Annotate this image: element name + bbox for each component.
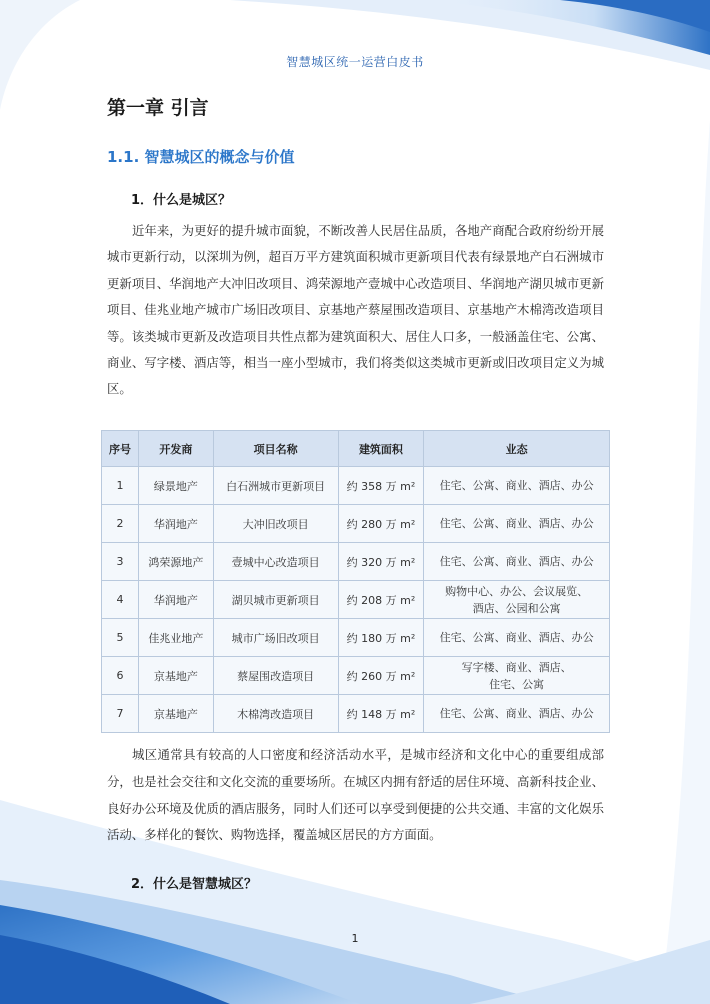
subsection-title-2: 2．什么是智慧城区？ [131, 877, 258, 892]
cell-area: 约 280 万 m² [338, 505, 424, 543]
formats-line: 住宅、公寓、商业、酒店、办公 [439, 707, 594, 720]
table-row [102, 467, 610, 505]
cell-developer: 佳兆业地产 [138, 619, 213, 657]
cell-project: 蔡屋围改造项目 [213, 657, 338, 695]
cell-developer: 京基地产 [138, 695, 213, 733]
cell-project: 城市广场旧改项目 [213, 619, 338, 657]
header-cell-number: 序号 [102, 431, 139, 467]
cell-developer: 华润地产 [138, 581, 213, 619]
table-row [102, 581, 610, 619]
cell-developer: 华润地产 [138, 505, 213, 543]
formats-line: 住宅、公寓 [489, 677, 545, 691]
cell-area: 约 358 万 m² [338, 467, 424, 505]
city-district-paragraph: 城区通常具有较高的人口密度和经济活动水平，是城市经济和文化中心的重要组成部分，也是社会交往和文化交流的重要场所。在城区内拥有舒适的居住环境、高新科技企业、良好办公环境及优质的酒店服务，同时人们还可以享受到便捷的公共交通、丰富的文化娱乐活动、多样化的餐饮、购物选择，覆盖城区居民的方方面面。 [107, 747, 604, 843]
formats-line: 住宅、公寓、商业、酒店、办公 [439, 479, 594, 492]
header-cell-project: 项目名称 [213, 431, 338, 467]
formats-line: 住宅、公寓、商业、酒店、办公 [439, 517, 594, 530]
table-row [102, 619, 610, 657]
header-cell-formats: 业态 [424, 431, 610, 467]
cell-number: 1 [102, 467, 139, 505]
subsection-title-1: 1．什么是城区？ [131, 193, 232, 208]
formats-line: 写字楼、商业、酒店、 [461, 660, 572, 674]
intro-paragraph: 近年来，为更好的提升城市面貌，不断改善人民居住品质，各地产商配合政府纷纷开展城市更新行动，以深圳为例，超百万平方建筑面积城市更新项目代表有绿景地产白石洲城市更新项目、华润地产大冲旧改项目、鸿荣源地产壹城中心改造项目、华润地产湖贝城市更新项目、佳兆业地产城市广场旧改项目、京基地产蔡屋围改造项目、京基地产木棉湾改造项目等。该类城市更新及改造项目共性点都为建筑面积大、居住人口多，一般涵盖住宅、公寓、商业、写字楼、酒店等，相当一座小型城市，我们将类似这类城市更新或旧改项目定义为城区。 [107, 223, 604, 397]
cell-project: 白石洲城市更新项目 [213, 467, 338, 505]
cell-number: 7 [102, 695, 139, 733]
table-row [102, 505, 610, 543]
cell-developer: 鸿荣源地产 [138, 543, 213, 581]
formats-line: 住宅、公寓、商业、酒店、办公 [439, 555, 594, 568]
cell-formats [424, 543, 610, 581]
table-row [102, 695, 610, 733]
header-cell-area: 建筑面积 [338, 431, 424, 467]
running-header: 智慧城区统一运营白皮书 [286, 55, 424, 69]
table-row [102, 543, 610, 581]
page-number: 1 [351, 932, 359, 945]
cell-project: 湖贝城市更新项目 [213, 581, 338, 619]
cell-formats [424, 619, 610, 657]
cell-project: 大冲旧改项目 [213, 505, 338, 543]
cell-area: 约 180 万 m² [338, 619, 424, 657]
header-cell-developer: 开发商 [138, 431, 213, 467]
cell-number: 6 [102, 657, 139, 695]
cell-project: 壹城中心改造项目 [213, 543, 338, 581]
cell-formats [424, 505, 610, 543]
cell-number: 3 [102, 543, 139, 581]
section-title: 1.1. 智慧城区的概念与价值 [107, 148, 295, 166]
formats-line: 购物中心、办公、会议展览、 [445, 584, 589, 598]
cell-area: 约 208 万 m² [338, 581, 424, 619]
cell-formats [424, 657, 610, 695]
cell-formats [424, 695, 610, 733]
chapter-title: 第一章 引言 [107, 97, 209, 119]
cell-number: 4 [102, 581, 139, 619]
developer-projects-table [101, 430, 610, 733]
formats-line: 住宅、公寓、商业、酒店、办公 [439, 631, 594, 644]
cell-number: 2 [102, 505, 139, 543]
cell-area: 约 320 万 m² [338, 543, 424, 581]
cell-formats [424, 581, 610, 619]
cell-area: 约 260 万 m² [338, 657, 424, 695]
formats-line: 酒店、公园和公寓 [472, 601, 561, 615]
cell-area: 约 148 万 m² [338, 695, 424, 733]
cell-project: 木棉湾改造项目 [213, 695, 338, 733]
cell-developer: 京基地产 [138, 657, 213, 695]
cell-number: 5 [102, 619, 139, 657]
table-header-row [102, 431, 610, 467]
table-row [102, 657, 610, 695]
cell-developer: 绿景地产 [138, 467, 213, 505]
cell-formats [424, 467, 610, 505]
